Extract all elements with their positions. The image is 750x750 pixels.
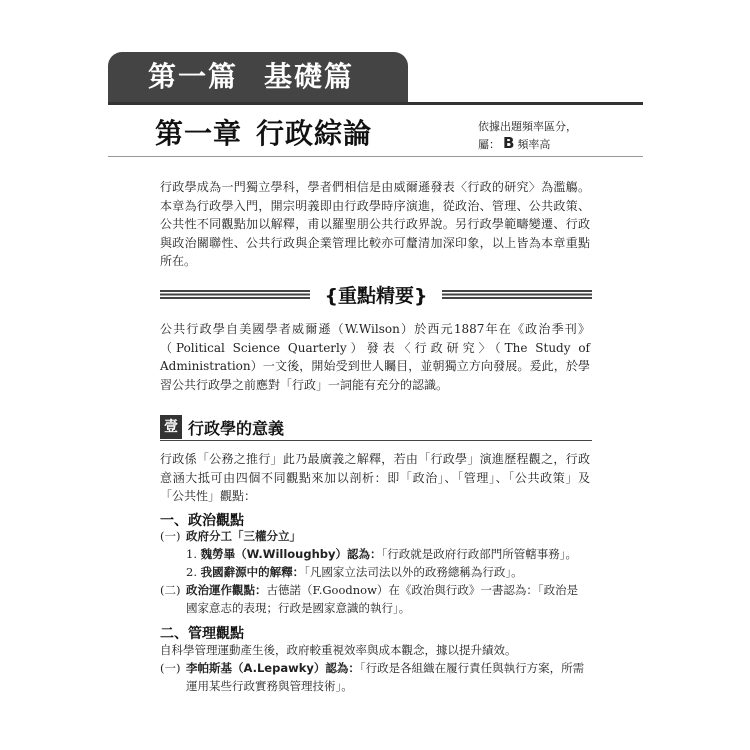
management-item-1: [160, 659, 584, 677]
subitem-text: 「行政就是政府行政部門所管轄事務」。: [381, 547, 578, 561]
section-heading: [160, 415, 592, 441]
section-title: 行政學的意義: [188, 419, 285, 438]
management-heading: 二、管理觀點: [160, 626, 244, 642]
item-label: 李帕斯基（A.Lepawky）認為：: [186, 661, 360, 675]
frequency-line1: 依據出題頻率區分，: [478, 120, 577, 133]
item-label: 政府分工「三權分立」: [186, 529, 301, 543]
political-item-2: [160, 581, 578, 599]
summary-paragraph: 公共行政學自美國學者威爾遜（W.Wilson）於西元1887年在《政治季刊》（Political Science Quarterly）發表〈行政研究〉（The Study of Administration）一文後，開始受到世人矚目，並朝獨立方向發展。爰此，於學習公共行政學之前應對「行政」一詞能有充分的認識。: [160, 322, 590, 392]
political-subitem-1: [186, 545, 577, 563]
chapter-name: 行政綜論: [256, 117, 373, 150]
chapter-prefix: 第一章: [155, 117, 243, 150]
chapter-title: [155, 112, 372, 152]
item-text: 「行政是各組織在履行責任與執行方案，所需: [359, 661, 585, 675]
frequency-grade: B: [503, 134, 515, 152]
definition-paragraph: 行政係「公務之推行」此乃最廣義之解釋，若由「行政學」演進歷程觀之，行政意涵大抵可由四個不同觀點來加以剖析：即「政治」、「管理」、「公共政策」及「公共性」觀點：: [160, 452, 590, 503]
subitem-text: 「凡國家立法司法以外的政務總稱為行政」。: [304, 565, 523, 579]
part-name: 基礎篇: [264, 60, 355, 93]
management-item-1-continued: 運用某些行政實務與管理技術」。: [186, 679, 353, 693]
heading-rule-right: [442, 290, 592, 299]
subitem-number: 1.: [186, 547, 197, 561]
key-points-heading: [160, 282, 592, 308]
management-paragraph: 自科學管理運動產生後，政府較重視效率與成本觀念，據以提升績效。: [160, 643, 517, 657]
part-title-tab: [108, 52, 408, 102]
section-badge: 壹: [160, 415, 182, 439]
item-number: (一): [160, 661, 181, 675]
frequency-label: 屬：: [478, 138, 500, 151]
item-number: (二): [160, 583, 181, 597]
political-subitem-2: [186, 563, 523, 581]
intro-paragraph: 行政學成為一門獨立學科，學者們相信是由威爾遜發表〈行政的研究〉為濫觴。本章為行政學入門，開宗明義即由行政學時序演進，從政治、管理、公共政策、公共性不同觀點加以解釋，甫以羅聖朋公共行政界說。另行政學範疇變遷、行政與政治關聯性、公共行政與企業管理比較亦可釐清加深印象，以上皆為本章重點所在。: [160, 180, 590, 268]
item-text: 古德諾（F.Goodnow）在《政治與行政》一書認為：「政治是: [266, 583, 579, 597]
part-prefix: 第一篇: [148, 60, 239, 93]
key-points-label: {重點精要}: [324, 285, 428, 307]
subitem-number: 2.: [186, 565, 197, 579]
item-number: (一): [160, 529, 181, 543]
frequency-note: [478, 118, 577, 153]
subitem-label: 我國辭源中的解釋：: [200, 565, 305, 579]
political-heading: 一、政治觀點: [160, 513, 244, 529]
heading-rule-left: [160, 290, 310, 299]
subitem-label: 魏勞畢（W.Willoughby）認為：: [200, 547, 382, 561]
item-label: 政治運作觀點：: [186, 583, 267, 597]
political-item-1: [160, 527, 301, 545]
political-item-2-continued: 國家意志的表現；行政是國家意識的執行」。: [186, 601, 411, 615]
frequency-text: 頻率高: [517, 138, 551, 151]
